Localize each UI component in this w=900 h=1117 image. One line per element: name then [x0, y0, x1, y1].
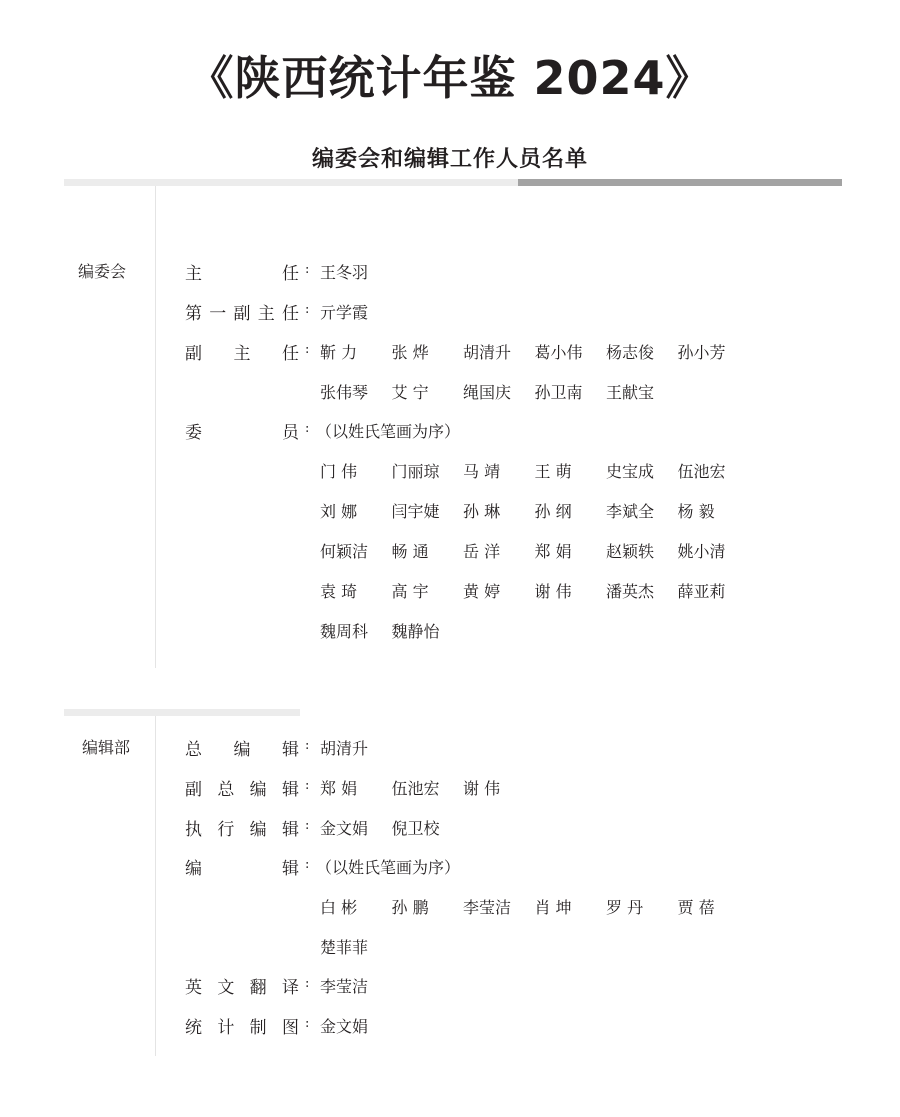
- role-char: 任: [282, 344, 299, 364]
- role-deputies: [185, 339, 299, 364]
- section-label-editorial: 编辑部: [82, 738, 131, 757]
- role-char: 文: [217, 978, 235, 998]
- role-char: 统: [185, 1018, 202, 1038]
- names-deputies-row: [320, 380, 678, 403]
- person-name: 黄 婷: [463, 582, 501, 601]
- person-name: 孙 琳: [463, 502, 501, 521]
- person-name: 绳国庆: [463, 383, 512, 402]
- person-name: 胡清升: [463, 343, 512, 362]
- role-colon: :: [305, 778, 310, 793]
- person-name: 李莹洁: [463, 898, 512, 917]
- person-name: 伍池宏: [677, 462, 726, 481]
- role-executive-editor: [185, 815, 299, 840]
- person-name: 孙 纲: [534, 502, 572, 521]
- role-members: [185, 418, 299, 443]
- person-name: 张 烨: [391, 343, 429, 362]
- role-char: 英: [185, 978, 202, 998]
- names-english-translation: [320, 974, 392, 997]
- role-deputy-chief-editor: [185, 775, 299, 800]
- role-colon: :: [305, 342, 310, 357]
- names-deputies-row: [320, 340, 749, 363]
- role-char: 制: [249, 1018, 267, 1038]
- role-char: 任: [282, 304, 299, 324]
- role-char: 副: [185, 780, 202, 800]
- person-name: 张伟琴: [320, 383, 369, 402]
- role-char: 计: [217, 1018, 235, 1038]
- person-name: 郑 娟: [320, 779, 358, 798]
- person-name: 岳 洋: [463, 542, 501, 561]
- section-rule: [64, 709, 300, 716]
- person-name: 李斌全: [606, 502, 655, 521]
- person-name: 潘英杰: [606, 582, 655, 601]
- yearbook-title: 《陕西统计年鉴 2024》: [187, 51, 713, 105]
- role-char: 辑: [282, 740, 299, 760]
- names-editors-row: [320, 895, 749, 918]
- role-colon: :: [305, 976, 310, 991]
- person-name: 罗 丹: [606, 898, 644, 917]
- role-chief-editor: [185, 735, 299, 760]
- person-name: 高 宇: [391, 582, 429, 601]
- role-editors: [185, 854, 299, 879]
- editors-order-note: （以姓氏笔画为序）: [316, 858, 461, 877]
- names-deputy-chief-editor: [320, 776, 535, 799]
- header-rule-dark: [518, 179, 842, 186]
- role-char: 辑: [282, 859, 299, 879]
- role-char: 辑: [281, 820, 299, 840]
- person-name: 马 靖: [463, 462, 501, 481]
- person-name: 谢 伟: [534, 582, 572, 601]
- person-name: 倪卫校: [391, 819, 440, 838]
- role-director: [185, 259, 299, 284]
- role-colon: :: [305, 738, 310, 753]
- role-char: 编: [233, 740, 251, 760]
- person-name: 畅 通: [391, 542, 429, 561]
- role-char: 第: [185, 304, 202, 324]
- role-colon: :: [305, 421, 310, 436]
- names-executive-editor: [320, 816, 463, 839]
- role-char: 辑: [281, 780, 299, 800]
- role-char: 副: [185, 344, 202, 364]
- role-char: 主: [257, 304, 275, 324]
- role-first-deputy: [185, 299, 299, 324]
- person-name: 闫宇婕: [391, 502, 440, 521]
- page-subtitle: 编委会和编辑工作人员名单: [311, 146, 588, 172]
- person-name: 李莹洁: [320, 977, 369, 996]
- person-name: 楚菲菲: [320, 938, 369, 957]
- names-director: [320, 260, 392, 283]
- person-name: 金文娟: [320, 1017, 369, 1036]
- section-label-committee: 编委会: [78, 262, 127, 281]
- role-char: 执: [185, 820, 202, 840]
- person-name: 袁 琦: [320, 582, 358, 601]
- person-name: 孙小芳: [677, 343, 726, 362]
- role-char: 副: [233, 304, 251, 324]
- role-char: 任: [282, 264, 299, 284]
- person-name: 王献宝: [606, 383, 655, 402]
- role-char: 总: [217, 780, 235, 800]
- role-char: 主: [233, 344, 251, 364]
- person-name: 赵颖轶: [606, 542, 655, 561]
- names-members-row: [320, 619, 463, 642]
- names-members-row: [320, 579, 749, 602]
- section-divider-line: [155, 716, 156, 1056]
- person-name: 孙卫南: [534, 383, 583, 402]
- role-char: 委: [185, 423, 202, 443]
- header-rule-light: [64, 179, 518, 186]
- person-name: 杨志俊: [606, 343, 655, 362]
- role-char: 编: [249, 780, 267, 800]
- person-name: 金文娟: [320, 819, 369, 838]
- names-statistical-charts: [320, 1014, 392, 1037]
- names-members-row: [320, 459, 749, 482]
- person-name: 艾 宁: [391, 383, 429, 402]
- person-name: 郑 娟: [534, 542, 572, 561]
- person-name: 白 彬: [320, 898, 358, 917]
- person-name: 葛小伟: [534, 343, 583, 362]
- person-name: 孙 鹏: [391, 898, 429, 917]
- role-char: 总: [185, 740, 202, 760]
- role-char: 一: [209, 304, 227, 324]
- person-name: 何颖洁: [320, 542, 369, 561]
- role-char: 翻: [249, 978, 267, 998]
- names-editors-row: [320, 935, 392, 958]
- person-name: 魏周科: [320, 622, 369, 641]
- person-name: 门 伟: [320, 462, 358, 481]
- person-name: 贾 蓓: [677, 898, 715, 917]
- role-colon: :: [305, 1016, 310, 1031]
- person-name: 魏静怡: [391, 622, 440, 641]
- role-char: 行: [217, 820, 235, 840]
- person-name: 王冬羽: [320, 263, 369, 282]
- person-name: 门丽琼: [391, 462, 440, 481]
- person-name: 伍池宏: [391, 779, 440, 798]
- role-colon: :: [305, 302, 310, 317]
- person-name: 亓学霞: [320, 303, 369, 322]
- role-colon: :: [305, 857, 310, 872]
- person-name: 谢 伟: [463, 779, 501, 798]
- role-char: 主: [185, 264, 202, 284]
- names-first-deputy: [320, 300, 392, 323]
- members-order-note: （以姓氏笔画为序）: [316, 422, 461, 441]
- person-name: 刘 娜: [320, 502, 358, 521]
- person-name: 靳 力: [320, 343, 358, 362]
- names-chief-editor: [320, 736, 392, 759]
- person-name: 杨 毅: [677, 502, 715, 521]
- role-char: 编: [249, 820, 267, 840]
- person-name: 肖 坤: [534, 898, 572, 917]
- role-colon: :: [305, 262, 310, 277]
- person-name: 史宝成: [606, 462, 655, 481]
- names-members-row: [320, 499, 749, 522]
- role-char: 编: [185, 859, 202, 879]
- person-name: 胡清升: [320, 739, 369, 758]
- role-char: 员: [282, 423, 299, 443]
- person-name: 王 萌: [534, 462, 572, 481]
- role-statistical-charts: [185, 1013, 299, 1038]
- role-char: 译: [281, 978, 299, 998]
- role-colon: :: [305, 818, 310, 833]
- role-english-translation: [185, 973, 299, 998]
- person-name: 薛亚莉: [677, 582, 726, 601]
- role-char: 图: [281, 1018, 299, 1038]
- section-divider-line: [155, 186, 156, 668]
- person-name: 姚小清: [677, 542, 726, 561]
- names-members-row: [320, 539, 749, 562]
